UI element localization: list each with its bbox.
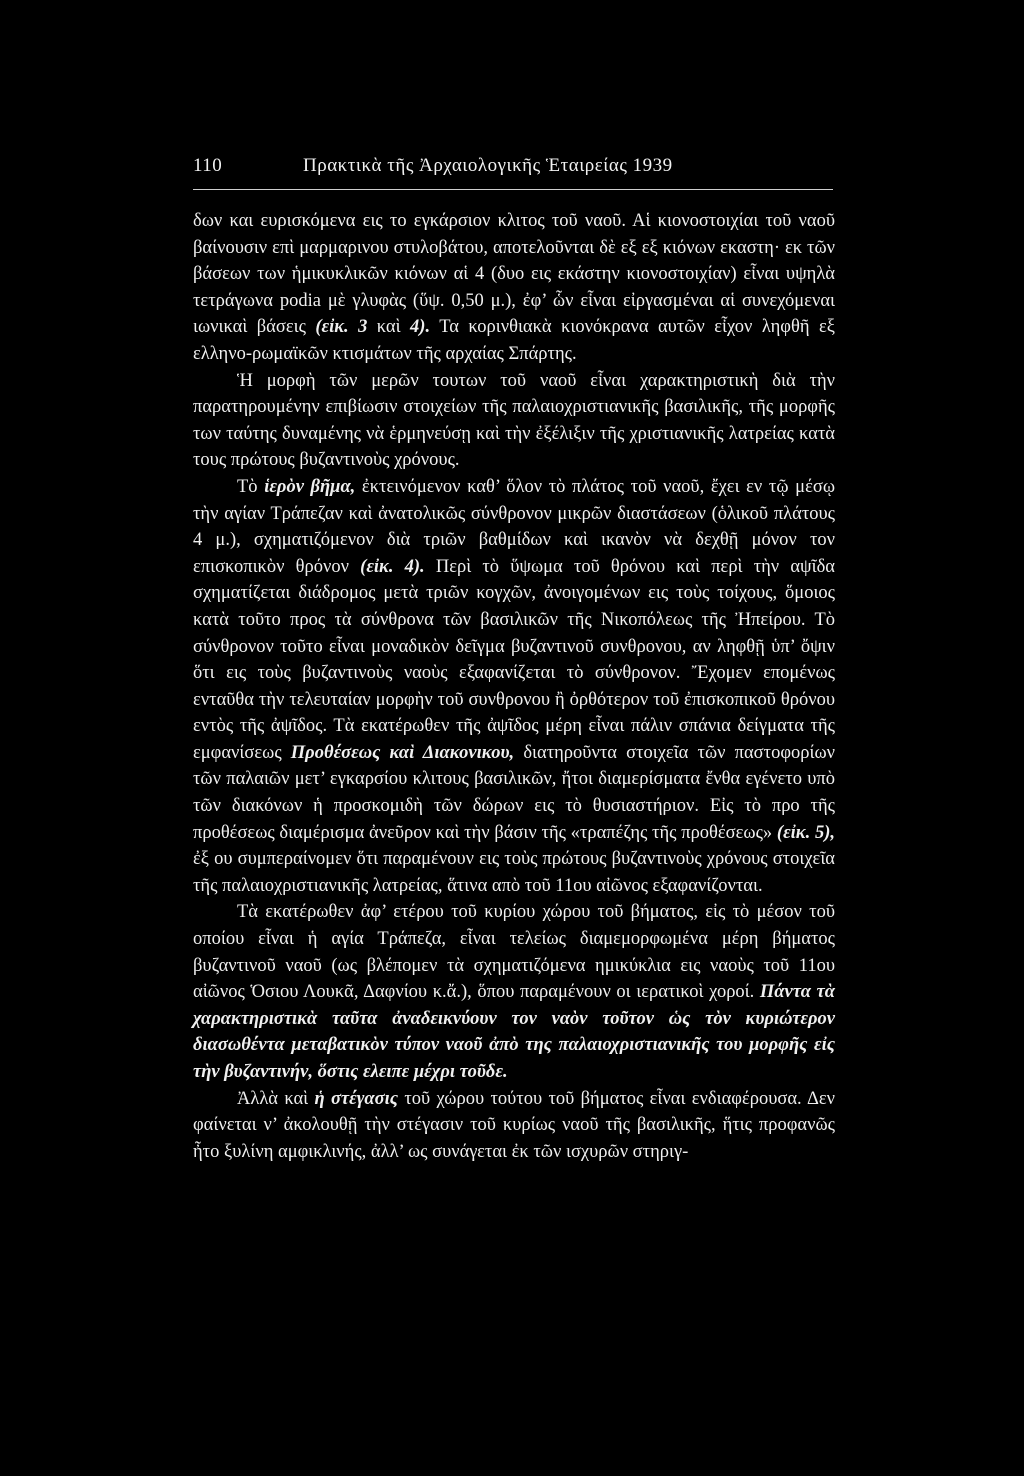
emphasis-text: (εἰκ. 5), (776, 822, 835, 843)
paragraph (193, 899, 835, 1085)
paragraph-text: Τα κορινθιακὰ κιονόκρανα αυτῶν εἶχον ληφθῆ εξ ελληνο-ρωμαϊκῶν κτισμάτων τῆς αρχαίας Σπάρτης. (193, 317, 835, 364)
paragraph-text: τοῦ χώρου τούτου τοῦ βήματος εἶναι ενδιαφέρουσα. Δεν φαίνεται ν’ ἀκολουθῇ τὴν στέγασιν τοῦ κυρίως ναοῦ τῆς βασιλικῆς, ἥτις προφανῶς ἦτο ξυλίνη αμφικλινής, ἀλλ’ ως συνάγεται ἐκ τῶν ισχυρῶν στηριγ- (193, 1088, 835, 1162)
emphasis-text: (εἰκ. 3 (315, 317, 368, 338)
emphasis-text: ἱερὸν βῆμα, (264, 476, 356, 497)
paragraph-text: καὶ (367, 317, 411, 338)
article-body (193, 208, 835, 1165)
emphasis-text: (εἰκ. 4). (360, 556, 425, 577)
paragraph-text: δων και ευρισκόμενα εις το εγκάρσιον κλιτος τοῦ ναοῦ. Αἱ κιονοστοιχίαι τοῦ ναοῦ βαίνουσιν επὶ μαρμαρινου στυλοβάτου, αποτελοῦνται δὲ εξ εξ κιόνων εκαστη· εκ τῶν βάσεων των ἡμικυκλικῶν κιόνων αἱ 4 (δυο εις εκάστην κιονοστοιχίαν) εἶναι υψηλὰ τετράγωνα podia μὲ γλυφὰς (ὕψ. 0,50 μ.), ἐφ’ ὧν εἶναι εἰργασμέναι αἱ συνεχόμεναι ιωνικαὶ βάσεις (193, 211, 835, 338)
paragraph-text: ἐξ ου συμπεραίνομεν ὅτι παραμένουν εις τοὺς πρώτους βυζαντινοὺς χρόνους στοιχεῖα τῆς παλαιοχριστιανικῆς λατρείας, ἅτινα απὸ τοῦ 11ου αἰῶνος εξαφανίζονται. (193, 849, 835, 896)
emphasis-text: 4). (410, 317, 431, 338)
emphasis-text: Πάντα τὰ χαρακτηριστικὰ ταῦτα ἀναδεικνύουν τον ναὸν τοῦτον ὡς τὸν κυριώτερον διασωθέντα μεταβατικὸν τύπον ναοῦ ἀπὸ της παλαιοχριστιανικῆς του μορφῆς εἰς τὴν βυζαντινήν, ὅστις ελειπε μέχρι τοῦδε. (193, 982, 835, 1082)
paragraph (193, 368, 835, 474)
paragraph-text: Τὸ (237, 476, 265, 497)
paragraph (193, 1086, 835, 1166)
emphasis-text: Προθέσεως καὶ Διακονικου, (290, 742, 515, 763)
paragraph-text: διατηροῦντα στοιχεῖα τῶν παστοφορίων τῶν παλαιῶν μετ’ εγκαρσίου κλιτους βασιλικῶν, ἤτοι διαμερίσματα ἔνθα εγένετο υπὸ τῶν διακόνων ἡ προσκομιδὴ τῶν δώρων εις τὸ θυσιαστήριον. Εἰς τὸ προ τῆς προθέσεως διαμέρισμα ἀνεῦρον καὶ τὴν βάσιν τῆς «τραπέζης τῆς προθέσεως» (193, 742, 835, 843)
page-number: 110 (193, 155, 223, 176)
paragraph-text: Τὰ εκατέρωθεν ἀφ’ ετέρου τοῦ κυρίου χώρου τοῦ βήματος, εἰς τὸ μέσον τοῦ οποίου εἶναι ἡ αγία Τράπεζα, εἶναι τελείως διαμεμορφωμένα μέρη βήματος βυζαντινοῦ ναοῦ (ως βλέπομεν τὰ σχηματιζόμενα ημικύκλια εις ναοὺς τοῦ 11ου αἰῶνος Ὁσιου Λουκᾶ, Δαφνίου κ.ἄ.), ὅπου παραμένουν οι ιερατικοὶ χοροί. (193, 902, 835, 1003)
header-rule (193, 189, 833, 190)
paragraph-text: Περὶ τὸ ὕψωμα τοῦ θρόνου καὶ περὶ τὴν αψῖδα σχηματίζεται διάδρομος μετὰ τριῶν κογχῶν, ἀνοιγομένων εις τοὺς τοίχους, ὅμοιος κατὰ τοῦτο προς τὰ σύνθρονα τῶν βασιλικῶν τῆς Νικοπόλεως τῆς Ἠπείρου. Τὸ σύνθρονον τοῦτο εἶναι μοναδικὸν δεῖγμα βυζαντινοῦ συνθρονου, αν ληφθῇ ὑπ’ ὄψιν ὅτι εις τοὺς βυζαντινοὺς ναοὺς εξαφανίζεται τὸ σύνθρονον. Ἔχομεν επομένως ενταῦθα τὴν τελευταίαν μορφὴν τοῦ συνθρονου ἢ ὀρθότερον τοῦ ἐπισκοπικοῦ θρόνου εντὸς τῆς ἀψῖδος. Τὰ εκατέρωθεν τῆς ἀψῖδος μέρη εἶναι πάλιν σπάνια δείγματα τῆς εμφανίσεως (193, 556, 836, 763)
paragraph-text: ἐκτεινόμενον καθ’ ὅλον τὸ πλάτος τοῦ ναοῦ, ἔχει εν τῷ μέσῳ τὴν αγίαν Τράπεζαν καὶ ἀνατολικῶς σύνθρονον μικρῶν διαστάσεων (ὁλικοῦ πλάτους 4 μ.), σχηματιζόμενον διὰ τριῶν βαθμίδων καὶ ικανὸν νὰ δεχθῇ μόνον τον επισκοπικὸν θρόνον (193, 476, 835, 577)
running-title: Πρακτικὰ τῆς Ἀρχαιολογικῆς Ἑταιρείας 1939 (303, 155, 673, 176)
emphasis-text: ἡ στέγασις (314, 1088, 399, 1109)
paragraph (193, 474, 835, 900)
paragraph-text: Ἀλλὰ καὶ (237, 1088, 315, 1109)
paragraph (193, 208, 835, 368)
paragraph-text: Ἡ μορφὴ τῶν μερῶν τουτων τοῦ ναοῦ εἶναι χαρακτηριστικὴ διὰ τὴν παρατηρουμένην επιβίωσιν στοιχείων τῆς παλαιοχριστιανικῆς βασιλικῆς, τῆς μορφῆς των ταύτης δυναμένης νὰ ἑρμηνεύσῃ καὶ τὴν ἐξέλιξιν τῆς χριστιανικῆς λατρείας κατὰ τους πρώτους βυζαντινοὺς χρόνους. (193, 370, 835, 471)
